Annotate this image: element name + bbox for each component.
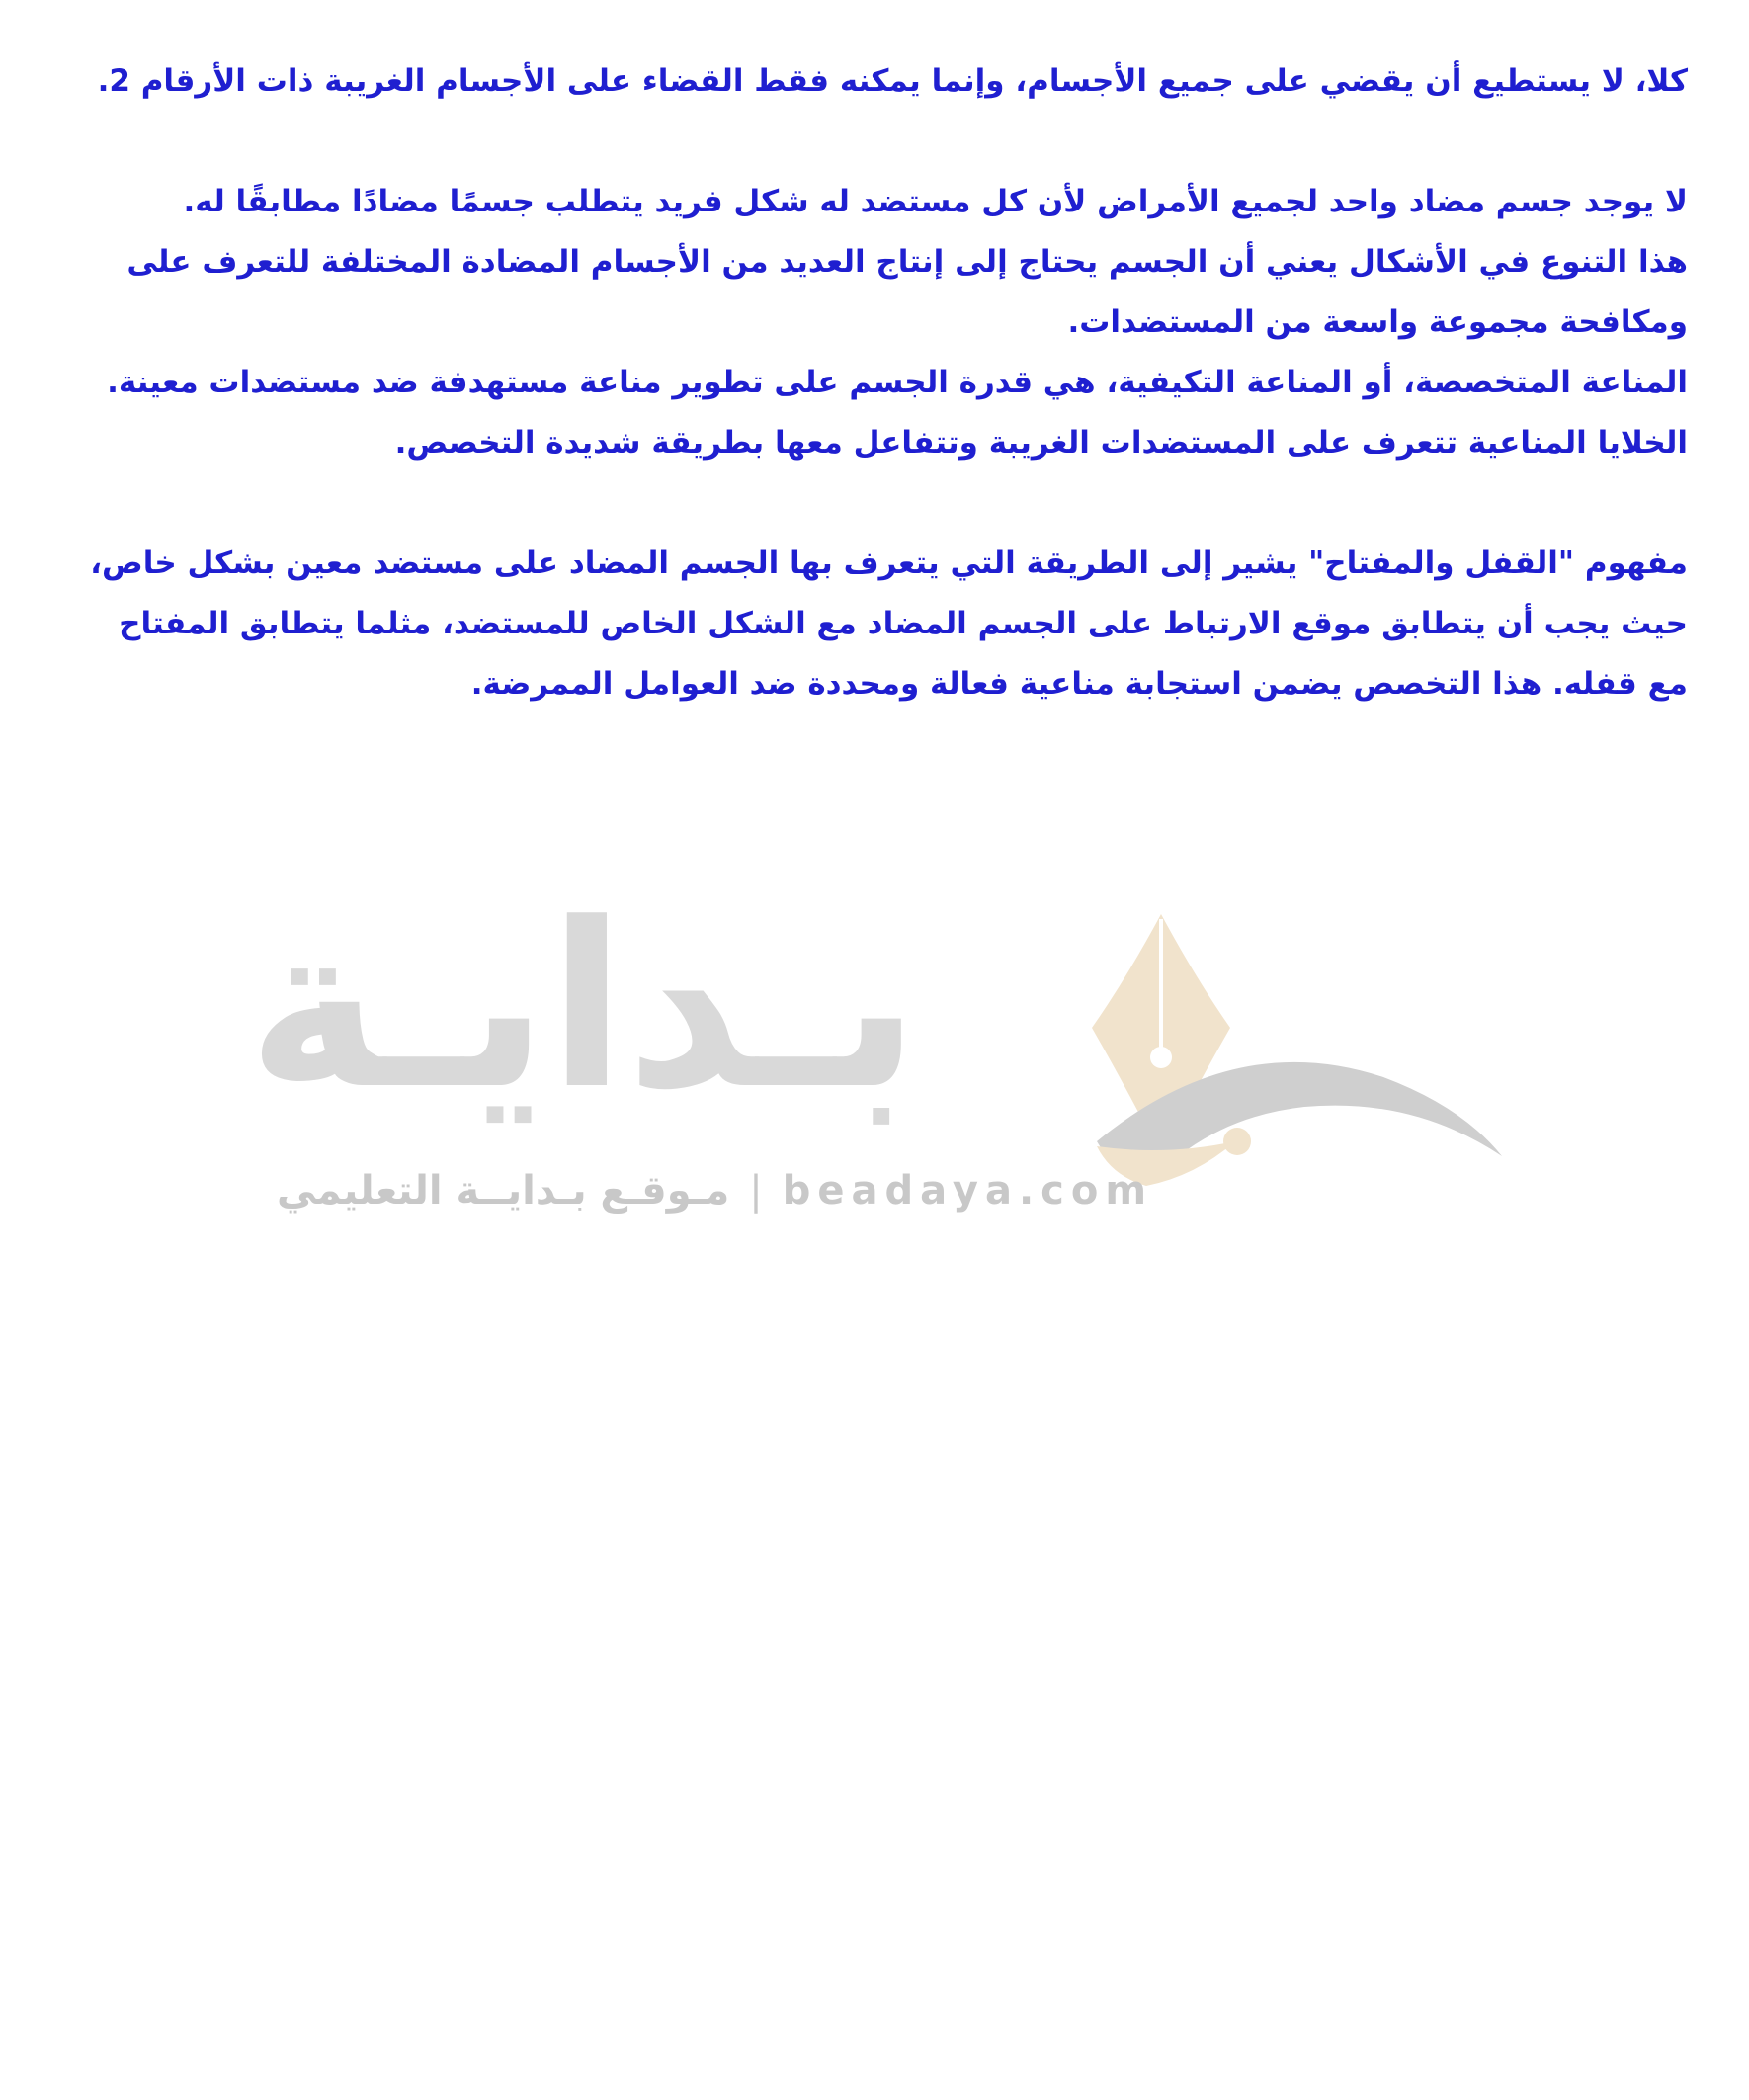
text-line: مع قفله. هذا التخصص يضمن استجابة مناعية فعالة ومحددة ضد العوامل الممرضة. bbox=[470, 666, 1688, 702]
watermark-site-name: مـوقـع بـدايــة التعليمي bbox=[277, 1168, 730, 1214]
text-line: المناعة المتخصصة، أو المناعة التكيفية، هي قدرة الجسم على تطوير مناعة مستهدفة ضد مستضدات معينة. bbox=[107, 365, 1688, 400]
text-line: مفهوم "القفل والمفتاح" يشير إلى الطريقة التي يتعرف بها الجسم المضاد على مستضد معين بشكل خاص، bbox=[90, 546, 1688, 581]
text-line: لا يوجد جسم مضاد واحد لجميع الأمراض لأن كل مستضد له شكل فريد يتطلب جسمًا مضادًا مطابقًا له. bbox=[183, 184, 1688, 219]
answer-text bbox=[92, 51, 1688, 714]
lock-and-key-paragraph bbox=[92, 534, 1688, 714]
text-line: هذا التنوع في الأشكال يعني أن الجسم يحتاج إلى إنتاج العديد من الأجسام المضادة المختلفة للتعرف على bbox=[126, 244, 1688, 280]
explanation-paragraph bbox=[92, 172, 1688, 473]
text-line: كلا، لا يستطيع أن يقضي على جميع الأجسام، وإنما يمكنه فقط القضاء على الأجسام الغريبة ذات الأرقام 2. bbox=[97, 63, 1688, 99]
watermark-logo-word: بـدايـة bbox=[247, 876, 921, 1139]
watermark-separator: | bbox=[749, 1168, 763, 1214]
answer-paragraph bbox=[92, 51, 1688, 112]
text-line: ومكافحة مجموعة واسعة من المستضدات. bbox=[1067, 304, 1688, 340]
text-line: حيث يجب أن يتطابق موقع الارتباط على الجسم المضاد مع الشكل الخاص للمستضد، مثلما يتطابق المفتاح bbox=[119, 606, 1688, 641]
watermark-tagline bbox=[277, 1166, 1153, 1216]
watermark-domain: beadaya.com bbox=[782, 1168, 1154, 1214]
site-watermark bbox=[247, 860, 1502, 1235]
text-line: الخلايا المناعية تتعرف على المستضدات الغريبة وتتفاعل معها بطريقة شديدة التخصص. bbox=[394, 425, 1688, 461]
pen-nib-icon bbox=[1087, 860, 1502, 1216]
